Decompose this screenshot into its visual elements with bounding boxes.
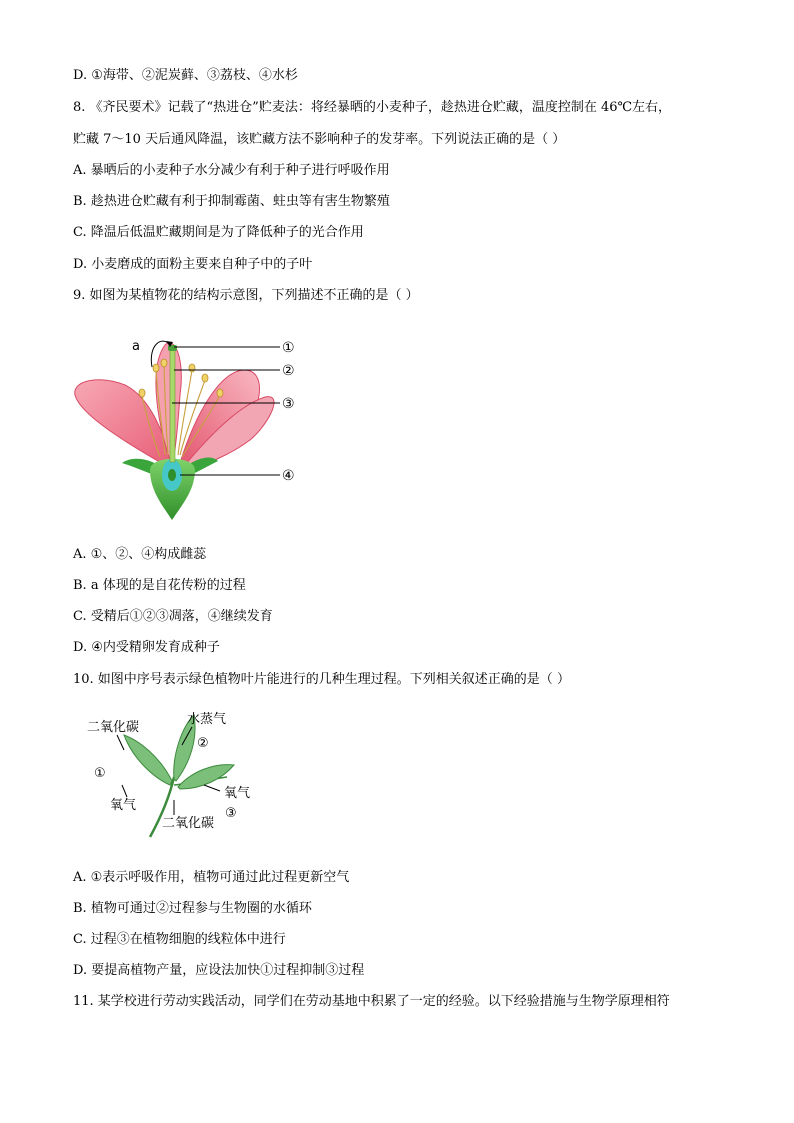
- co2-top-label: 二氧化碳: [87, 720, 140, 735]
- leaf-physiology-figure: [82, 705, 272, 845]
- label-2: ②: [282, 363, 295, 379]
- q8-option-c: C. 降温后低温贮藏期间是为了降低种子的光合作用: [73, 225, 364, 240]
- o2-left-label: 氧气: [110, 798, 137, 813]
- q8-stem-line-1: 8. 《齐民要术》记载了“热进仓”贮麦法：将经暴晒的小麦种子，趁热进仓贮藏，温度控制在 46℃左右，: [73, 100, 672, 115]
- q10-stem: 10. 如图中序号表示绿色植物叶片能进行的几种生理过程。下列相关叙述正确的是（ ）: [73, 672, 570, 687]
- o2-right-label: 氧气: [224, 786, 251, 801]
- q8-option-b: B. 趁热进仓贮藏有利于抑制霉菌、蛀虫等有害生物繁殖: [73, 194, 390, 209]
- q9-option-d: D. ④内受精卵发育成种子: [73, 640, 220, 655]
- q9-stem: 9. 如图为某植物花的结构示意图，下列描述不正确的是（ ）: [73, 288, 419, 303]
- style: [170, 350, 175, 462]
- q9-option-a: A. ①、②、④构成雌蕊: [73, 547, 207, 562]
- q8-option-a: A. 暴晒后的小麦种子水分减少有利于种子进行呼吸作用: [73, 163, 390, 178]
- q10-option-b: B. 植物可通过②过程参与生物圈的水循环: [73, 901, 312, 916]
- left-leaf: [124, 735, 172, 785]
- co2-bottom-label: 二氧化碳: [162, 816, 215, 831]
- label-2: ②: [197, 736, 209, 751]
- q11-stem: 11. 某学校进行劳动实践活动，同学们在劳动基地中积累了一定的经验。以下经验措施与生物学原理相符: [73, 994, 670, 1009]
- q9-option-c: C. 受精后①②③凋落，④继续发育: [73, 609, 273, 624]
- q9-option-b: B. a 体现的是自花传粉的过程: [73, 578, 246, 593]
- q7-option-d: D. ①海带、②泥炭藓、③荔枝、④水杉: [73, 68, 298, 83]
- q10-option-c: C. 过程③在植物细胞的线粒体中进行: [73, 932, 286, 947]
- q10-option-d: D. 要提高植物产量，应设法加快①过程抑制③过程: [73, 963, 365, 978]
- label-1: ①: [282, 340, 295, 356]
- water-vapor-label: 水蒸气: [187, 712, 227, 727]
- label-a: a: [132, 339, 140, 354]
- flower-structure-figure: [70, 325, 310, 525]
- q8-stem-line-2: 贮藏 7～10 天后通风降温，该贮藏方法不影响种子的发芽率。下列说法正确的是（ ）: [73, 132, 566, 147]
- label-4: ④: [282, 468, 295, 484]
- label-3: ③: [225, 806, 237, 821]
- q10-option-a: A. ①表示呼吸作用，植物可通过此过程更新空气: [73, 870, 350, 885]
- q8-option-d: D. 小麦磨成的面粉主要来自种子中的子叶: [73, 257, 313, 272]
- label-1: ①: [94, 766, 106, 781]
- ovule: [168, 469, 176, 481]
- label-3: ③: [282, 396, 295, 412]
